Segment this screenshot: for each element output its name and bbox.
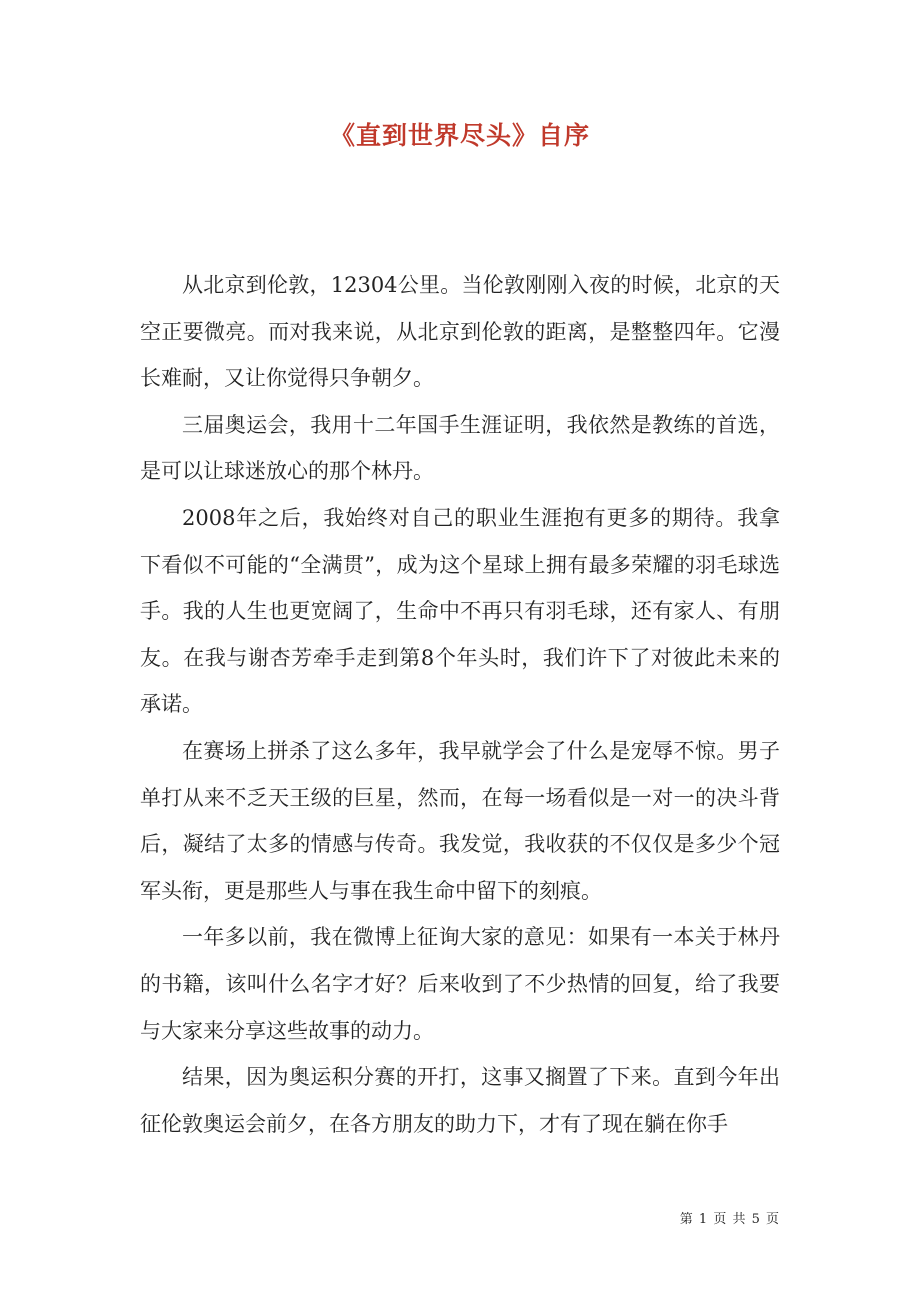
paragraph: 三届奥运会，我用十二年国手生涯证明，我依然是教练的首选，是可以让球迷放心的那个林丹。 — [140, 412, 780, 484]
paragraph: 一年多以前，我在微博上征询大家的意见：如果有一本关于林丹的书籍，该叫什么名字才好？后来收到了不少热情的回复，给了我要与大家来分享这些故事的动力。 — [140, 925, 780, 1043]
paragraph: 从北京到伦敦，12304公里。当伦敦刚刚入夜的时候，北京的天空正要微亮。而对我来说，从北京到伦敦的距离，是整整四年。它漫长难耐，又让你觉得只争朝夕。 — [140, 273, 780, 391]
paragraph: 结果，因为奥运积分赛的开打，这事又搁置了下来。直到今年出征伦敦奥运会前夕，在各方朋友的助力下，才有了现在躺在你手 — [140, 1065, 780, 1136]
page-number-footer: 第 1 页 共 5 页 — [679, 1212, 780, 1227]
paragraph: 在赛场上拼杀了这么多年，我早就学会了什么是宠辱不惊。男子单打从来不乏天王级的巨星，然而，在每一场看似是一对一的决斗背后，凝结了太多的情感与传奇。我发觉，我收获的不仅仅是多少个冠军头衔，更是那些人与事在我生命中留下的刻痕。 — [140, 738, 780, 903]
paragraph: 2008年之后，我始终对自己的职业生涯抱有更多的期待。我拿下看似不可能的“全满贯”，成为这个星球上拥有最多荣耀的羽毛球选手。我的人生也更宽阔了，生命中不再只有羽毛球，还有家人、有朋友。在我与谢杏芳牵手走到第8个年头时，我们许下了对彼此未来的承诺。 — [140, 505, 780, 717]
document-title: 《直到世界尽头》自序 — [329, 121, 590, 150]
document-body — [140, 262, 780, 1147]
